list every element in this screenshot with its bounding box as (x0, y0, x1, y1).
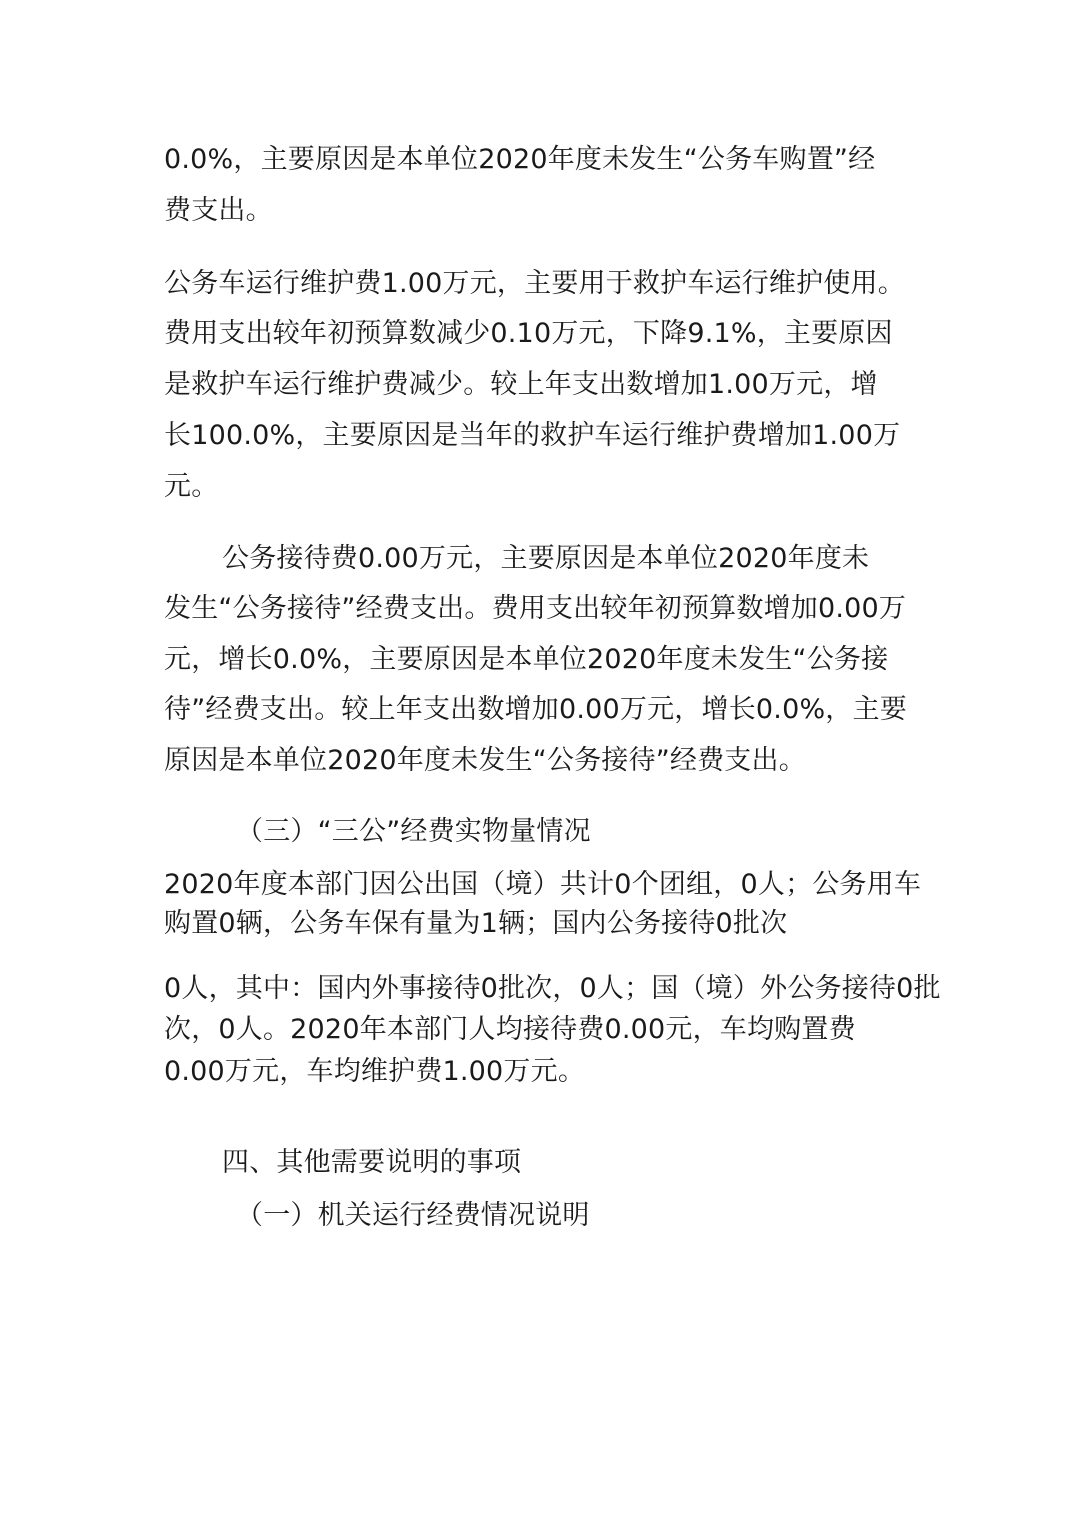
body-text-line: 2020年度本部门因公出国（境）共计0个团组，0人；公务用车 (164, 869, 922, 900)
section-heading: （三）“三公”经费实物量情况 (236, 816, 591, 847)
body-text-line: 次，0人。2020年本部门人均接待费0.00元，车均购置费 (164, 1014, 856, 1045)
body-text-line: 0.00万元，车均维护费1.00万元。 (164, 1056, 586, 1087)
subsection-heading: （一）机关运行经费情况说明 (236, 1200, 590, 1231)
body-text-line: 发生“公务接待”经费支出。费用支出较年初预算数增加0.00万 (164, 593, 907, 624)
body-text-line: 费支出。 (164, 195, 273, 226)
body-text-line: 0人，其中：国内外事接待0批次，0人；国（境）外公务接待0批 (164, 973, 941, 1004)
body-text-line: 原因是本单位2020年度未发生“公务接待”经费支出。 (164, 745, 806, 776)
body-text-line: 是救护车运行维护费减少。较上年支出数增加1.00万元，增 (164, 369, 878, 400)
body-text-line: 0.0%，主要原因是本单位2020年度未发生“公务车购置”经 (164, 144, 876, 175)
section-heading: 四、其他需要说明的事项 (222, 1147, 522, 1178)
body-text-line: 费用支出较年初预算数减少0.10万元，下降9.1%，主要原因 (164, 318, 893, 349)
body-text-line: 待”经费支出。较上年支出数增加0.00万元，增长0.0%，主要 (164, 694, 907, 725)
body-text-line: 长100.0%，主要原因是当年的救护车运行维护费增加1.00万 (164, 420, 901, 451)
body-text-line: 公务接待费0.00万元，主要原因是本单位2020年度未 (222, 543, 870, 574)
body-text-line: 元。 (164, 471, 219, 502)
body-text-line: 元，增长0.0%，主要原因是本单位2020年度未发生“公务接 (164, 644, 889, 675)
body-text-line: 购置0辆，公务车保有量为1辆；国内公务接待0批次 (164, 908, 788, 939)
body-text-line: 公务车运行维护费1.00万元，主要用于救护车运行维护使用。 (164, 268, 905, 299)
